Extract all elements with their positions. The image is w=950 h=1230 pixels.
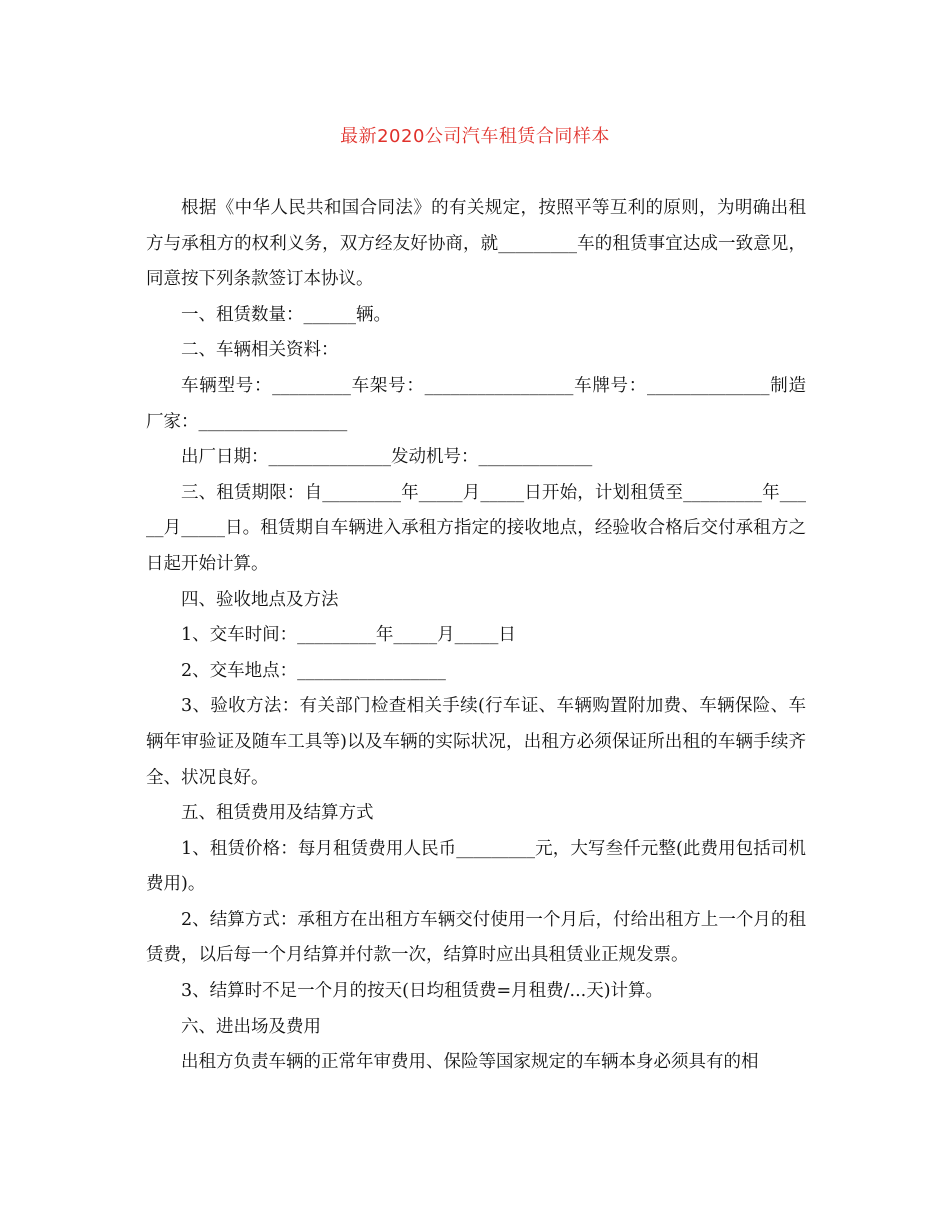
paragraph-rental-quantity: 一、租赁数量：______辆。	[181, 304, 391, 325]
paragraph-delivery-time: 1、交车时间：_________年_____月_____日	[181, 625, 516, 646]
paragraph-rental-price: 1、租赁价格：每月租赁费用人民币_________元，大写叁仟元整(此费用包括司机费用)。	[146, 838, 806, 895]
paragraph-entry-exit-heading: 六、进出场及费用	[181, 1016, 321, 1037]
paragraph-rental-period: 三、租赁期限：自_________年_____月_____日开始，计划租赁至_________年_____月_____日。租赁期自车辆进入承租方指定的接收地点，经验收合格后交付承租方之日起开始计算。	[146, 482, 806, 574]
document-title: 最新2020公司汽车租赁合同样本	[340, 126, 610, 147]
paragraph-manufacture-date: 出厂日期：______________发动机号：_____________	[181, 447, 593, 468]
paragraph-delivery-place: 2、交车地点：_________________	[181, 660, 446, 681]
paragraph-lessor-costs: 出租方负责车辆的正常年审费用、保险等国家规定的车辆本身必须具有的相	[181, 1052, 759, 1073]
paragraph-inspection-heading: 四、验收地点及方法	[181, 589, 339, 610]
paragraph-vehicle-model: 车辆型号：_________车架号：_________________车牌号：______________制造厂家：_________________	[146, 375, 806, 432]
paragraph-preamble: 根据《中华人民共和国合同法》的有关规定，按照平等互利的原则，为明确出租方与承租方的权利义务，双方经友好协商，就_________车的租赁事宜达成一致意见，同意按下列条款签订本协议。	[146, 198, 806, 290]
paragraph-settlement-method: 2、结算方式：承租方在出租方车辆交付使用一个月后，付给出租方上一个月的租赁费，以后每一个月结算并付款一次，结算时应出具租赁业正规发票。	[146, 909, 806, 966]
document-body	[146, 191, 806, 1081]
paragraph-daily-settlement: 3、结算时不足一个月的按天(日均租赁费=月租费/...天)计算。	[181, 981, 664, 1002]
paragraph-inspection-method: 3、验收方法：有关部门检查相关手续(行车证、车辆购置附加费、车辆保险、车辆年审验证及随车工具等)以及车辆的实际状况，出租方必须保证所出租的车辆手续齐全、状况良好。	[146, 696, 806, 788]
paragraph-vehicle-info-heading: 二、车辆相关资料：	[181, 340, 339, 361]
paragraph-fees-heading: 五、租赁费用及结算方式	[181, 803, 374, 824]
